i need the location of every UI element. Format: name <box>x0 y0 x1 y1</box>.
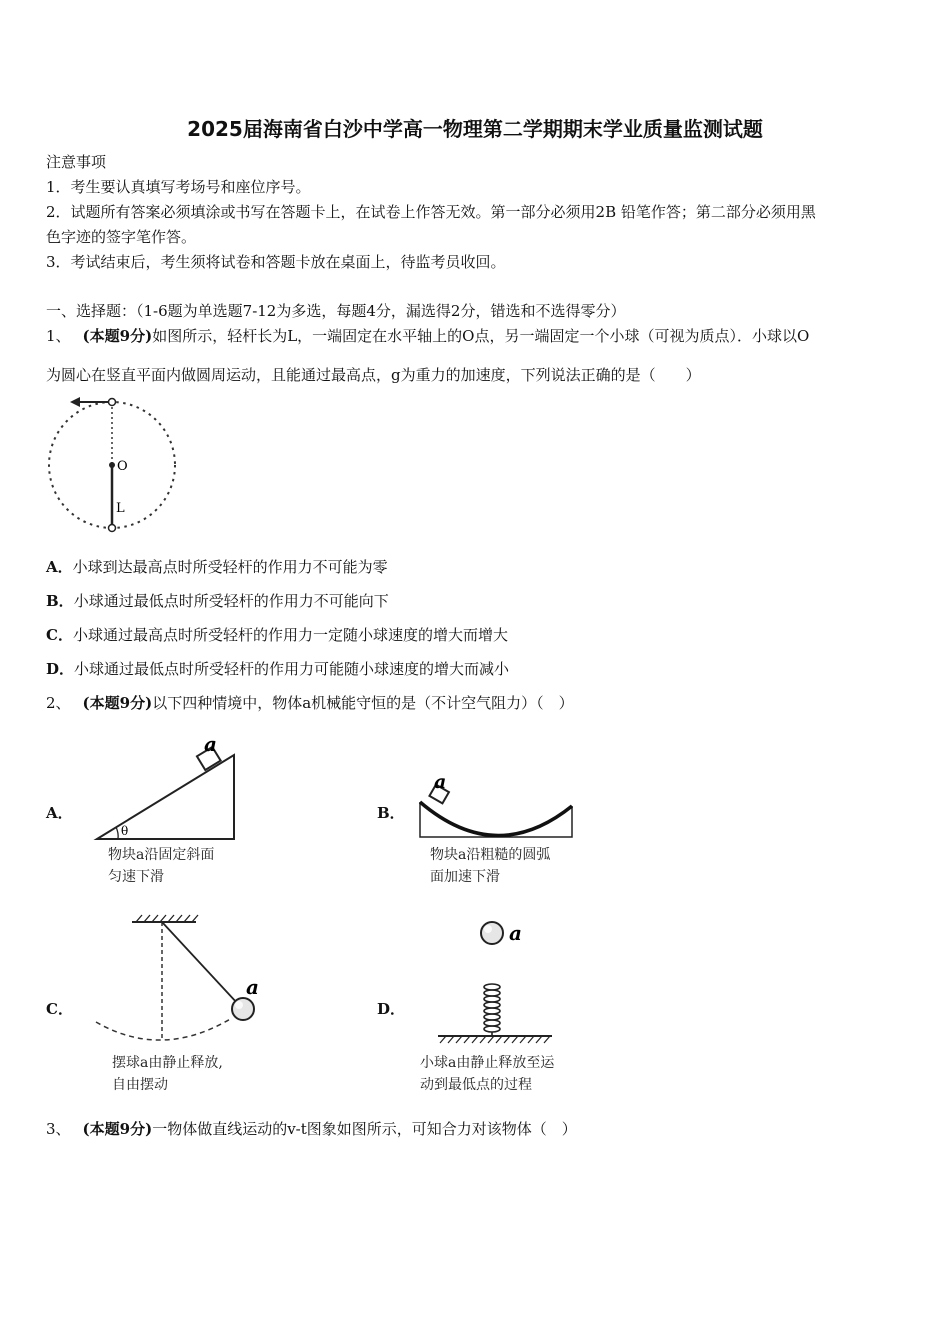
question-score: (本题9分) <box>82 327 153 345</box>
question-number: 1、 <box>46 327 71 345</box>
option-text: 小球通过最高点时所受轻杆的作用力一定随小球速度的增大而增大 <box>72 626 508 644</box>
q1-option-b[interactable] <box>46 591 389 611</box>
caption-line: 动到最低点的过程 <box>420 1077 532 1093</box>
question-score: (本题9分) <box>82 694 153 712</box>
arrow-head-icon <box>70 397 80 407</box>
option-text: 小球到达最高点时所受轻杆的作用力不可能为零 <box>72 558 388 576</box>
angle-theta: θ <box>121 824 129 838</box>
caption-a <box>108 844 214 888</box>
caption-line: 面加速下滑 <box>430 869 500 885</box>
notice-item: 1．考生要认真填写考场号和座位序号。 <box>46 178 311 196</box>
notice-item: 色字迹的签字笔作答。 <box>46 228 197 246</box>
ground-hatch <box>440 1036 550 1043</box>
question-1-line-1 <box>46 326 809 346</box>
pendulum-ball <box>232 998 254 1020</box>
caption-line: 物块a沿固定斜面 <box>108 847 215 863</box>
caption-line: 自由摆动 <box>112 1077 168 1093</box>
q1-option-c[interactable] <box>46 625 508 645</box>
q2-option-c-key[interactable]: C． <box>46 1000 73 1018</box>
label-a: a <box>509 921 522 945</box>
incline-plane <box>97 755 234 839</box>
ceiling-hatch <box>136 915 198 922</box>
ball-highlight <box>235 1001 243 1009</box>
pendulum-figure <box>92 910 272 1050</box>
ball-a <box>481 922 503 944</box>
question-number: 3、 <box>46 1120 71 1138</box>
spring <box>484 984 500 1036</box>
notice-item: 3．考试结束后，考生须将试卷和答题卡放在桌面上，待监考员收回。 <box>46 253 506 271</box>
label-l: L <box>116 501 125 516</box>
caption-line: 摆球a由静止释放, <box>112 1055 223 1071</box>
option-text: 小球通过最低点时所受轻杆的作用力不可能向下 <box>73 592 389 610</box>
ball-bottom <box>109 525 116 532</box>
q1-option-a[interactable] <box>46 557 388 577</box>
option-key: B． <box>46 592 74 610</box>
question-text: 一物体做直线运动的v-t图象如图所示，可知合力对该物体（ ） <box>152 1120 577 1138</box>
page-title: 2025届海南省白沙中学高一物理第二学期期末学业质量监测试题 <box>187 117 763 141</box>
option-key: D． <box>46 660 75 678</box>
spring-figure <box>430 915 580 1050</box>
label-a: a <box>246 975 259 999</box>
option-key: A． <box>46 558 73 576</box>
angle-arc <box>116 827 118 839</box>
q2-option-b-key[interactable]: B． <box>377 804 405 822</box>
arc-surface-figure <box>412 772 577 842</box>
ball-top <box>109 399 116 406</box>
option-key: C． <box>46 626 73 644</box>
label-a: a <box>434 771 447 793</box>
caption-c <box>112 1052 223 1096</box>
notice-item: 2．试题所有答案必须填涂或书写在答题卡上，在试卷上作答无效。第一部分必须用2B 铅笔作答；第二部分必须用黑 <box>46 203 816 221</box>
option-text: 小球通过最低点时所受轻杆的作用力可能随小球速度的增大而减小 <box>74 660 510 678</box>
caption-b <box>430 844 550 888</box>
q1-circle-figure <box>40 390 190 540</box>
question-number: 2、 <box>46 694 71 712</box>
caption-line: 匀速下滑 <box>108 869 164 885</box>
ball-highlight <box>484 925 492 933</box>
question-1-line-2: 为圆心在竖直平面内做圆周运动，且能通过最高点，g为重力的加速度，下列说法正确的是（ ） <box>46 366 701 384</box>
caption-line: 小球a由静止释放至运 <box>420 1055 555 1071</box>
question-2 <box>46 693 574 713</box>
arc-surface <box>420 802 572 836</box>
question-3 <box>46 1119 577 1139</box>
label-o: O <box>117 459 128 474</box>
question-text: 以下四种情境中，物体a机械能守恒的是（不计空气阻力）（ ） <box>152 694 574 712</box>
caption-line: 物块a沿粗糙的圆弧 <box>430 847 551 863</box>
q1-option-d[interactable] <box>46 659 509 679</box>
pendulum-string <box>162 922 238 1004</box>
section-heading: 一、选择题：（1-6题为单选题7-12为多选，每题4分，漏选得2分，错选和不选得零分） <box>46 302 626 320</box>
notice-heading: 注意事项 <box>46 153 107 171</box>
pivot-point <box>109 462 115 468</box>
q2-option-d-key[interactable]: D． <box>377 1000 406 1018</box>
incline-figure <box>92 732 242 845</box>
q2-option-a-key[interactable]: A． <box>46 804 73 822</box>
swing-path <box>96 1018 232 1040</box>
question-score: (本题9分) <box>82 1120 153 1138</box>
question-text: 如图所示，轻杆长为L，一端固定在水平轴上的O点，另一端固定一个小球（可视为质点）．小球以O <box>152 327 810 345</box>
caption-d <box>420 1052 554 1096</box>
label-a: a <box>204 732 217 756</box>
